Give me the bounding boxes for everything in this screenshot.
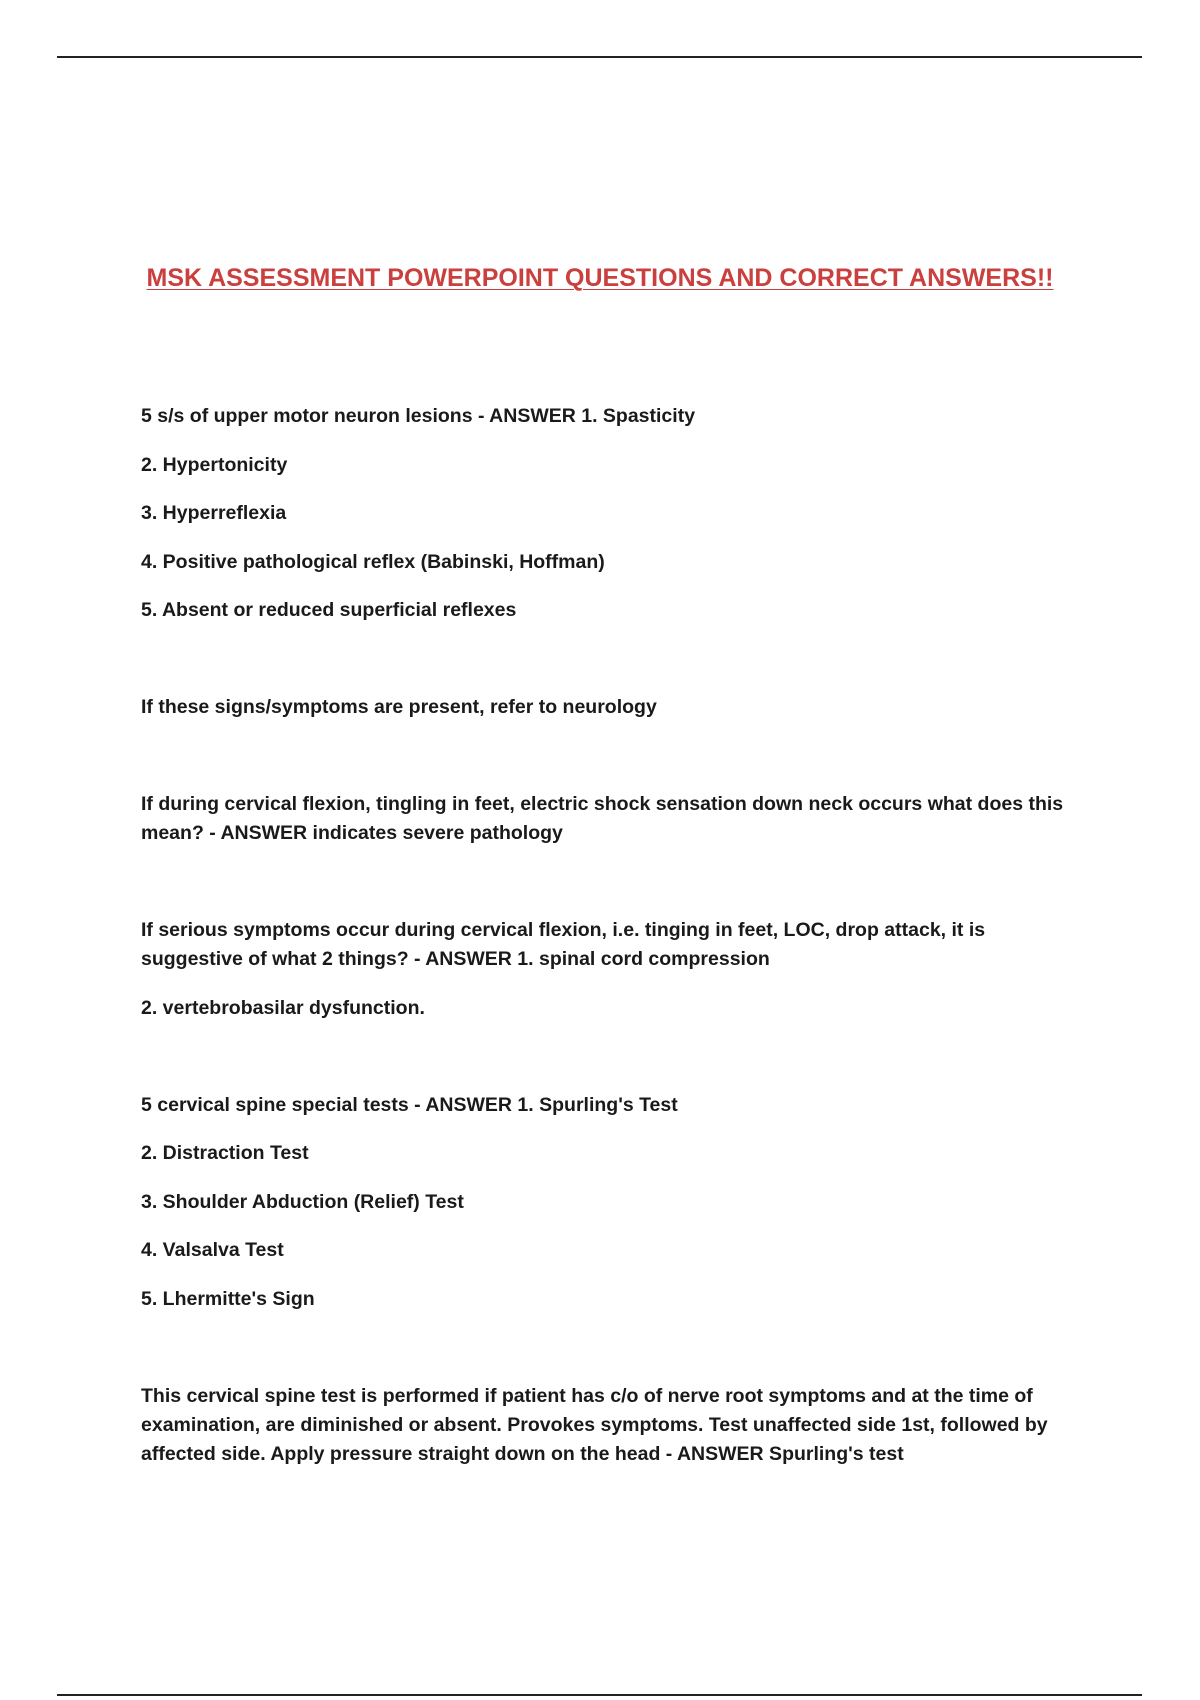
qa-answer-line: 4. Positive pathological reflex (Babinski, Hoffman) xyxy=(141,550,605,573)
qa-note-refer-neurology: If these signs/symptoms are present, refer to neurology xyxy=(141,696,657,718)
header-rule xyxy=(57,56,1142,58)
qa-answer-line: 5. Lhermitte's Sign xyxy=(141,1287,315,1310)
qa-question-special-tests: 5 cervical spine special tests - ANSWER 1. Spurling's Test xyxy=(141,1093,678,1116)
qa-answer-line: 3. Shoulder Abduction (Relief) Test xyxy=(141,1190,464,1213)
qa-answer-line: 2. vertebrobasilar dysfunction. xyxy=(141,996,425,1019)
qa-question-serious-symptoms: If serious symptoms occur during cervical flexion, i.e. tinging in feet, LOC, drop attack, it is suggestive of what 2 things? - ANSWER 1. spinal cord compression xyxy=(141,919,986,970)
document-body xyxy=(141,402,1071,1469)
qa-answer-line: 3. Hyperreflexia xyxy=(141,502,287,524)
qa-question-umn-lesions: 5 s/s of upper motor neuron lesions - ANSWER 1. Spasticity xyxy=(141,405,696,427)
footer-rule xyxy=(57,1694,1142,1696)
qa-question-spurling: This cervical spine test is performed if patient has c/o of nerve root symptoms and at the time of examination, are diminished or absent. Provokes symptoms. Test unaffected side 1st, followed by affected side. Apply pressure straight down on the head - ANSWER Spurling's test xyxy=(141,1384,1048,1465)
qa-question-cervical-flexion: If during cervical flexion, tingling in feet, electric shock sensation down neck occurs what does this mean? - ANSWER indicates severe pathology xyxy=(141,793,1064,844)
qa-answer-line: 2. Distraction Test xyxy=(141,1142,309,1164)
qa-answer-line: 2. Hypertonicity xyxy=(141,453,288,476)
qa-answer-line: 4. Valsalva Test xyxy=(141,1239,284,1261)
qa-answer-line: 5. Absent or reduced superficial reflexes xyxy=(141,599,517,621)
document-title: MSK ASSESSMENT POWERPOINT QUESTIONS AND CORRECT ANSWERS!! xyxy=(146,264,1054,292)
